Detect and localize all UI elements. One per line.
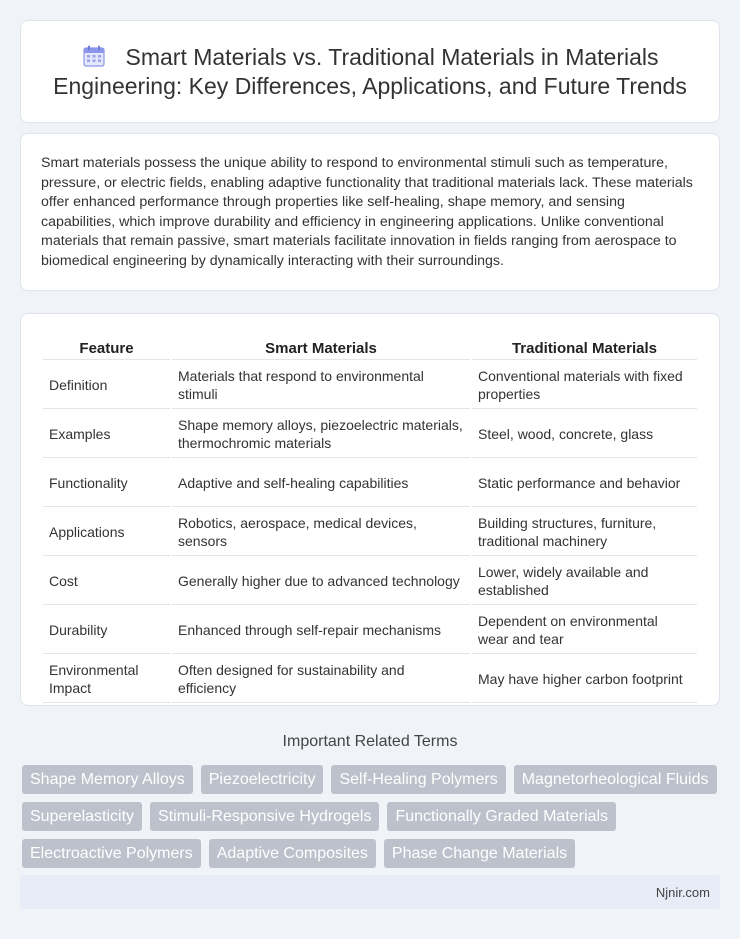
cell-traditional: Conventional materials with fixed properties [472, 362, 697, 409]
table-row [43, 558, 697, 605]
cell-smart: Robotics, aerospace, medical devices, sensors [172, 509, 470, 556]
cell-traditional: Lower, widely available and established [472, 558, 697, 605]
cell-feature: Applications [43, 509, 170, 556]
comparison-table-card [20, 313, 720, 706]
table-row [43, 411, 697, 458]
page-title-text: Smart Materials vs. Traditional Materials in Materials Engineering: Key Differences, Applications, and Future Trends [53, 43, 687, 99]
related-term-tag[interactable]: Electroactive Polymers [22, 839, 201, 868]
related-term-tag[interactable]: Phase Change Materials [384, 839, 575, 868]
header-card [20, 20, 720, 123]
table-header-row [43, 336, 697, 360]
cell-smart: Adaptive and self-healing capabilities [172, 460, 470, 507]
related-term-tag[interactable]: Functionally Graded Materials [387, 802, 616, 831]
intro-card [20, 133, 720, 291]
cell-smart: Generally higher due to advanced technology [172, 558, 470, 605]
table-row [43, 509, 697, 556]
cell-smart: Materials that respond to environmental stimuli [172, 362, 470, 409]
column-header-feature: Feature [43, 336, 170, 360]
related-term-tag[interactable]: Shape Memory Alloys [22, 765, 193, 794]
related-terms-list [20, 765, 720, 868]
column-header-smart-materials: Smart Materials [172, 336, 470, 360]
related-term-tag[interactable]: Magnetorheological Fluids [514, 765, 717, 794]
table-row [43, 607, 697, 654]
column-header-traditional-materials: Traditional Materials [472, 336, 697, 360]
table-row [43, 362, 697, 409]
related-term-tag[interactable]: Superelasticity [22, 802, 142, 831]
cell-feature: Functionality [43, 460, 170, 507]
related-term-tag[interactable]: Stimuli-Responsive Hydrogels [150, 802, 379, 831]
page-title [45, 43, 695, 101]
cell-feature: Examples [43, 411, 170, 458]
related-terms-heading: Important Related Terms [282, 733, 458, 750]
cell-feature: Environmental Impact [43, 656, 170, 703]
cell-smart: Shape memory alloys, piezoelectric materials, thermochromic materials [172, 411, 470, 458]
table-row [43, 460, 697, 507]
related-term-tag[interactable]: Self-Healing Polymers [331, 765, 505, 794]
cell-traditional: Steel, wood, concrete, glass [472, 411, 697, 458]
cell-traditional: Dependent on environmental wear and tear [472, 607, 697, 654]
cell-smart: Enhanced through self-repair mechanisms [172, 607, 470, 654]
comparison-table [41, 334, 699, 705]
cell-smart: Often designed for sustainability and efficiency [172, 656, 470, 703]
footer [20, 875, 720, 909]
intro-paragraph: Smart materials possess the unique ability to respond to environmental stimuli such as temperature, pressure, or electric fields, enabling adaptive functionality that traditional materials lack. These materials offer enhanced performance through properties like self-healing, shape memory, and sensing capabilities, which improve durability and efficiency in engineering applications. Unlike conventional materials that remain passive, smart materials facilitate innovation in fields ranging from aerospace to biomedical engineering by dynamically interacting with their surroundings. [41, 155, 693, 269]
related-term-tag[interactable]: Adaptive Composites [209, 839, 376, 868]
cell-feature: Cost [43, 558, 170, 605]
cell-feature: Durability [43, 607, 170, 654]
cell-feature: Definition [43, 362, 170, 409]
table-row [43, 656, 697, 703]
related-term-tag[interactable]: Piezoelectricity [201, 765, 324, 794]
cell-traditional: Static performance and behavior [472, 460, 697, 507]
cell-traditional: May have higher carbon footprint [472, 656, 697, 703]
calendar-icon [82, 44, 106, 68]
footer-site-link[interactable]: Njnir.com [655, 884, 710, 900]
cell-traditional: Building structures, furniture, traditional machinery [472, 509, 697, 556]
